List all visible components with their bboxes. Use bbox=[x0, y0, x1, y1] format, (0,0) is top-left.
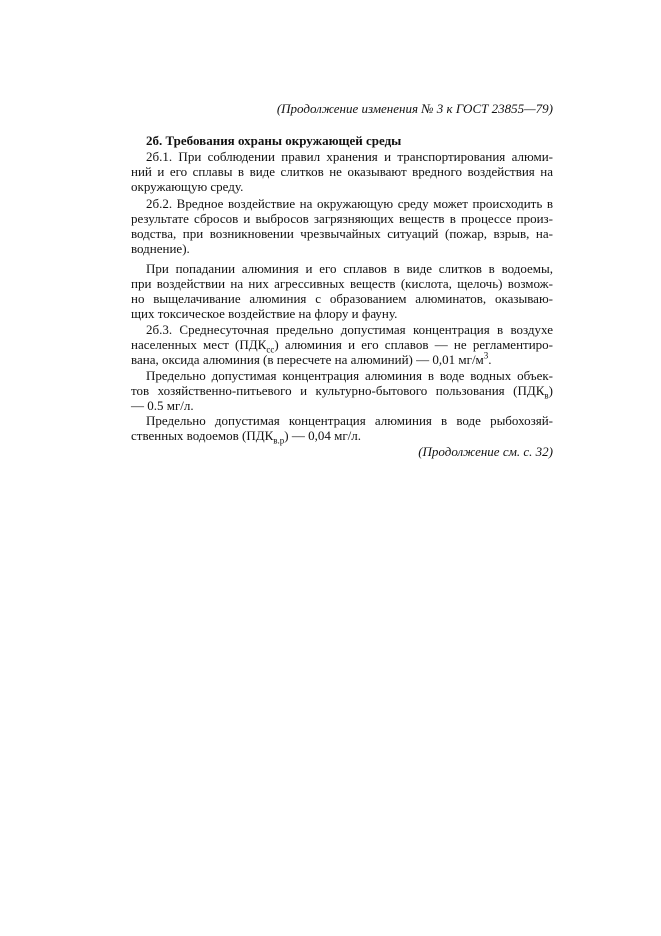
text-line: водства, при возникновении чрезвычайных ситуаций (пожар, взрыв, на- bbox=[131, 226, 553, 241]
text: ) алюминия и его сплавов — не регламентиро- bbox=[274, 337, 554, 352]
text-line: При попадании алюминия и его сплавов в виде слитков в водоемы, bbox=[146, 261, 553, 276]
subscript: в bbox=[544, 390, 549, 401]
text: ) — 0,04 мг/л. bbox=[284, 428, 362, 443]
continuation-footer: (Продолжение см. с. 32) bbox=[418, 444, 553, 459]
text-line: при воздействии на них агрессивных веществ (кислота, щелочь) возмож- bbox=[131, 276, 553, 291]
text-line bbox=[131, 337, 554, 355]
text-line: 2б.2. Вредное воздействие на окружающую среду может происходить в bbox=[146, 196, 553, 211]
text-line: щих токсическое воздействие на флору и фауну. bbox=[131, 306, 398, 321]
text: населенных мест (ПДК bbox=[131, 337, 267, 352]
text-line: но выщелачивание алюминия с образованием алюминатов, оказываю- bbox=[131, 291, 553, 306]
text: ственных водоемов (ПДК bbox=[131, 428, 274, 443]
text-line: ний и его сплавы в виде слитков не оказывают вредного воздействия на bbox=[131, 164, 553, 179]
text-line: — 0.5 мг/л. bbox=[131, 398, 194, 413]
text-line bbox=[131, 428, 553, 446]
text-line: Предельно допустимая концентрация алюминия в воде водных объек- bbox=[146, 368, 553, 383]
text-line: 2б.1. При соблюдении правил хранения и транспортирования алюми- bbox=[146, 149, 553, 164]
subscript: сс bbox=[266, 344, 275, 355]
text: . bbox=[488, 352, 492, 367]
section-heading: 2б. Требования охраны окружающей среды bbox=[146, 133, 402, 148]
text-line: воднение). bbox=[131, 241, 190, 256]
text-line: результате сбросов и выбросов загрязняющих веществ в процессе произ- bbox=[131, 211, 553, 226]
text: вана, оксида алюминия (в пересчете на алюминий) — 0,01 мг/м bbox=[131, 352, 484, 367]
continuation-header: (Продолжение изменения № 3 к ГОСТ 23855—79) bbox=[276, 101, 553, 116]
text: тов хозяйственно-питьевого и культурно-бытового пользования (ПДК bbox=[131, 383, 545, 398]
text-line bbox=[131, 383, 553, 401]
text-line bbox=[131, 352, 553, 367]
superscript: 3 bbox=[483, 350, 489, 361]
text-line: окружающую среду. bbox=[131, 179, 244, 194]
text-line: Предельно допустимая концентрация алюминия в воде рыбохозяй- bbox=[146, 413, 553, 428]
subscript: в.р bbox=[273, 435, 285, 446]
text: ) bbox=[548, 383, 553, 398]
text-line: 2б.3. Среднесуточная предельно допустимая концентрация в воздухе bbox=[146, 322, 553, 337]
